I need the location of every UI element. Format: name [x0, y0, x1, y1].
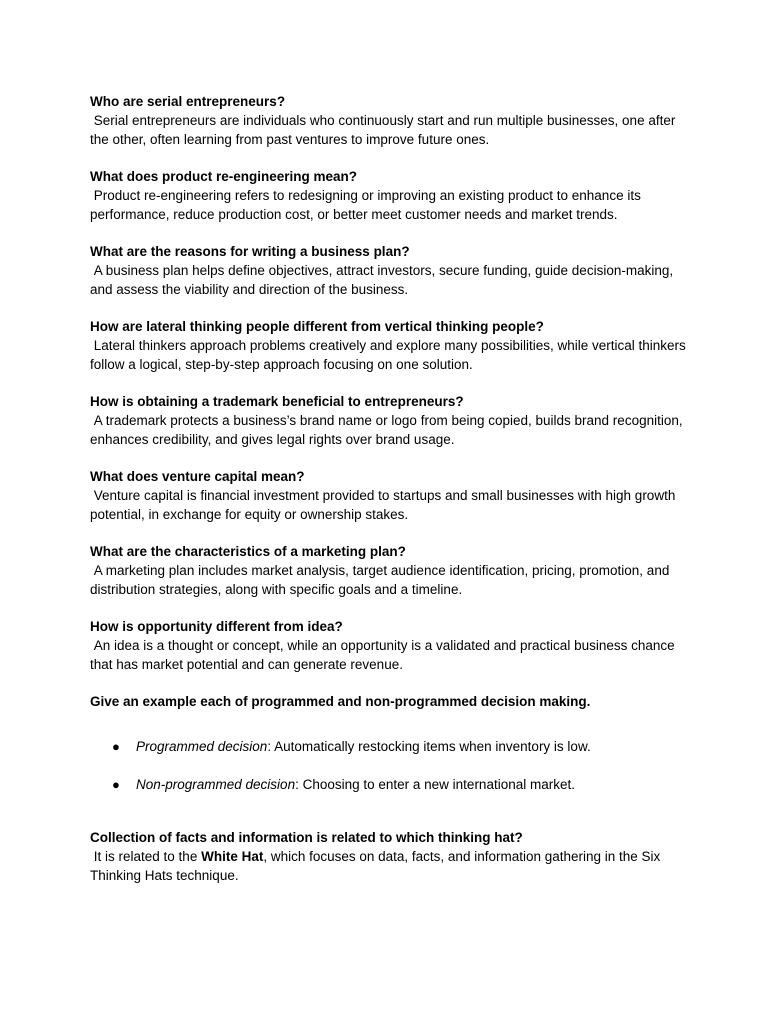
qa-venture-capital	[90, 467, 690, 524]
list-item	[90, 737, 690, 756]
list-item	[90, 775, 690, 794]
question-heading: Give an example each of programmed and non-programmed decision making.	[90, 694, 591, 709]
answer-text: Lateral thinkers approach problems creatively and explore many possibilities, while vertical thinkers follow a logical, step-by-step approach focusing on one solution.	[90, 338, 686, 372]
decision-example-list	[90, 737, 690, 794]
qa-marketing-plan	[90, 542, 690, 599]
question-heading: How is obtaining a trademark beneficial to entrepreneurs?	[90, 394, 464, 409]
answer-text	[90, 847, 690, 885]
bullet-icon: ●	[112, 777, 120, 792]
qa-business-plan	[90, 242, 690, 299]
answer-text: A business plan helps define objectives, attract investors, secure funding, guide decision-making, and assess the viability and direction of the business.	[90, 263, 674, 297]
answer-text: An idea is a thought or concept, while an opportunity is a validated and practical business chance that has market potential and can generate revenue.	[90, 638, 675, 672]
decision-term: Non-programmed decision	[136, 777, 296, 792]
qa-serial-entrepreneurs	[90, 92, 690, 149]
answer-text: A trademark protects a business’s brand name or logo from being copied, builds brand recognition, enhances credibility, and gives legal rights over brand usage.	[90, 413, 683, 447]
answer-text: Product re-engineering refers to redesigning or improving an existing product to enhance its performance, reduce production cost, or better meet customer needs and market trends.	[90, 188, 641, 222]
question-heading: Who are serial entrepreneurs?	[90, 94, 286, 109]
decision-example-text: : Automatically restocking items when inventory is low.	[267, 739, 591, 754]
qa-thinking-hat	[90, 828, 690, 885]
question-heading: What are the reasons for writing a business plan?	[90, 244, 410, 259]
question-heading: How are lateral thinking people different from vertical thinking people?	[90, 319, 544, 334]
answer-text: Serial entrepreneurs are individuals who continuously start and run multiple businesses, one after the other, often learning from past ventures to improve future ones.	[90, 113, 676, 147]
qa-lateral-vertical-thinking	[90, 317, 690, 374]
answer-text-part: , which focuses on data, facts, and information gathering in the Six Thinking Hats technique.	[90, 849, 661, 883]
question-heading: What does product re-engineering mean?	[90, 169, 358, 184]
white-hat-term: White Hat	[201, 849, 264, 864]
decision-term: Programmed decision	[136, 739, 268, 754]
qa-trademark	[90, 392, 690, 449]
document-page	[90, 92, 690, 903]
answer-text: A marketing plan includes market analysis, target audience identification, pricing, promotion, and distribution strategies, along with specific goals and a timeline.	[90, 563, 670, 597]
question-heading: What are the characteristics of a marketing plan?	[90, 544, 406, 559]
qa-product-reengineering	[90, 167, 690, 224]
qa-opportunity-idea	[90, 617, 690, 674]
answer-text-part: It is related to the	[93, 849, 202, 864]
question-heading: How is opportunity different from idea?	[90, 619, 343, 634]
answer-text: Venture capital is financial investment provided to startups and small businesses with high growth potential, in exchange for equity or ownership stakes.	[90, 488, 676, 522]
decision-example-text: : Choosing to enter a new international market.	[295, 777, 575, 792]
qa-decision-making	[90, 692, 690, 794]
bullet-icon: ●	[112, 739, 120, 754]
question-heading: What does venture capital mean?	[90, 469, 305, 484]
question-heading: Collection of facts and information is related to which thinking hat?	[90, 830, 523, 845]
